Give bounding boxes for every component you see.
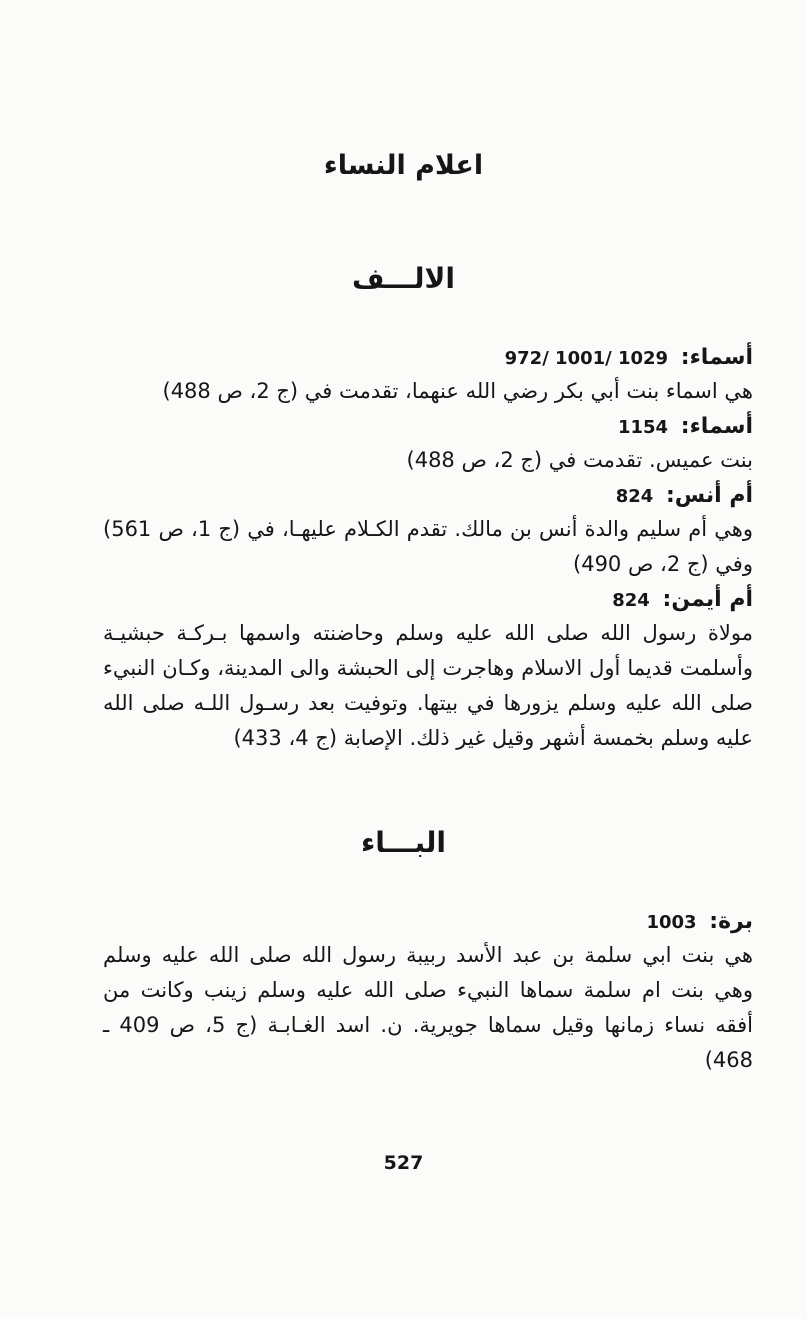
entry-barra — [103, 904, 753, 1078]
entry-text: مولاة رسول الله صلى الله عليه وسلم وحاضنته واسمها بـركـة حبشيـة وأسلمت قديما أول الاسلام وهاجرت إلى الحبشة والى المدينة، وكـان النبيء صلى الله عليه وسلم يزورها في بيتها. وتوفيت بعد رسـول اللـه صلى الله عليه وسلم بخمسة أشهر وقيل غير ذلك. الإصابة (ج 4، 433) — [103, 621, 753, 750]
entry-umm-ayman — [103, 582, 753, 756]
section-heading-alif: الالـــف — [351, 262, 456, 295]
entry-text: هي اسماء بنت أبي بكر رضي الله عنهما، تقدمت في (ج 2، ص 488) — [162, 379, 753, 403]
entry-name: أم أيمن: — [662, 587, 753, 612]
section-ba-entries — [103, 904, 753, 1078]
entry-refs: 972/ 1001/ 1029 — [504, 348, 669, 369]
entry-head — [103, 409, 753, 443]
entry-refs: 824 — [615, 486, 654, 507]
entry-head — [103, 904, 753, 938]
entry-refs: 1003 — [646, 912, 697, 933]
entry-head — [103, 340, 753, 374]
entry-asma-1 — [103, 340, 753, 409]
page-title: اعلام النساء — [323, 150, 484, 181]
entry-head — [103, 582, 753, 616]
entry-text: هي بنت ابي سلمة بن عبد الأسد ربيبة رسول الله صلى الله عليه وسلم وهي بنت ام سلمة سماها النبيء صلى الله عليه وسلم زينب وكانت من أفقه نساء زمانها وقيل سماها جويرية. ن. اسد الغـابـة (ج 5، ص 409 ـ 468) — [103, 943, 753, 1072]
page-number: 527 — [383, 1152, 424, 1174]
entry-name: أسماء: — [680, 414, 753, 439]
entry-asma-2 — [103, 409, 753, 478]
entry-name: أم أنس: — [665, 483, 753, 508]
entry-umm-anas — [103, 478, 753, 582]
entry-name: أسماء: — [680, 345, 753, 370]
entry-text: وهي أم سليم والدة أنس بن مالك. تقدم الكـلام عليهـا، في (ج 1، ص 561) وفي (ج 2، ص 490) — [103, 517, 753, 576]
section-heading-ba: البـــاء — [360, 826, 447, 859]
entry-refs: 824 — [612, 590, 650, 611]
section-alif-entries — [103, 340, 753, 756]
entry-name: برة: — [709, 909, 753, 934]
entry-head — [103, 478, 753, 512]
entry-text: بنت عميس. تقدمت في (ج 2، ص 488) — [406, 448, 753, 472]
entry-refs: 1154 — [617, 417, 669, 438]
